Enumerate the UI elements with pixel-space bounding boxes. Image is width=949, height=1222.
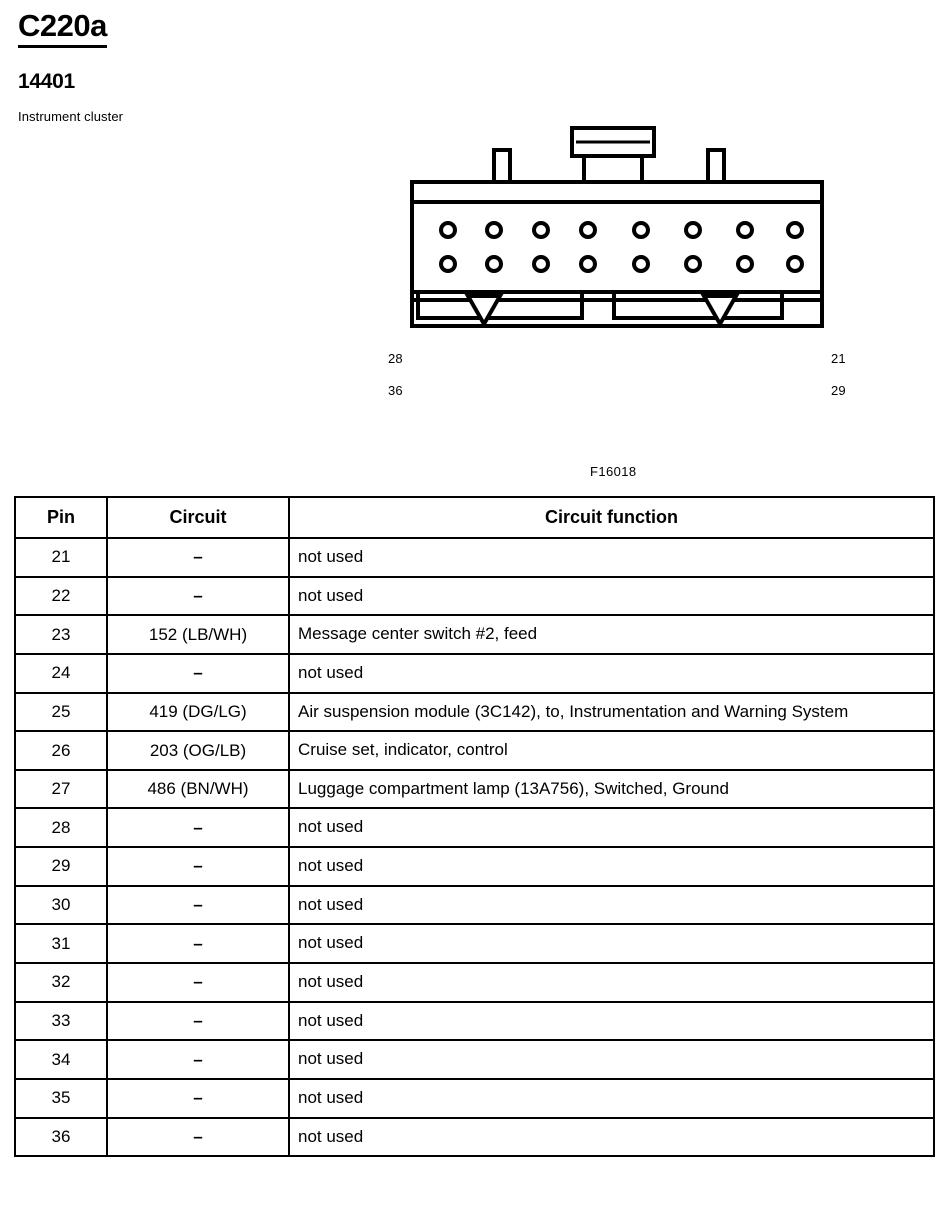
cell-pin: 31 <box>15 924 107 963</box>
cell-pin: 22 <box>15 577 107 616</box>
cell-circuit: 486 (BN/WH) <box>107 770 289 809</box>
cell-circuit-function: Message center switch #2, feed <box>289 615 934 654</box>
cell-circuit: 419 (DG/LG) <box>107 693 289 732</box>
table-row <box>15 693 934 732</box>
cell-circuit: – <box>107 963 289 1002</box>
cell-pin: 30 <box>15 886 107 925</box>
cell-circuit: 152 (LB/WH) <box>107 615 289 654</box>
cell-pin: 36 <box>15 1118 107 1157</box>
cell-circuit-function: Air suspension module (3C142), to, Instrumentation and Warning System <box>289 693 934 732</box>
cell-circuit-function: not used <box>289 1118 934 1157</box>
table-row <box>15 538 934 577</box>
cell-circuit-function: not used <box>289 1040 934 1079</box>
cell-circuit: – <box>107 1079 289 1118</box>
table-row <box>15 886 934 925</box>
diagram-label-21: 21 <box>831 350 846 366</box>
table-row <box>15 654 934 693</box>
cell-pin: 24 <box>15 654 107 693</box>
table-row <box>15 963 934 1002</box>
cell-circuit: – <box>107 924 289 963</box>
cell-circuit-function: not used <box>289 577 934 616</box>
table-row <box>15 847 934 886</box>
table-row <box>15 924 934 963</box>
cell-circuit-function: not used <box>289 654 934 693</box>
cell-pin: 29 <box>15 847 107 886</box>
figure-code: F16018 <box>590 463 637 479</box>
cell-circuit: – <box>107 577 289 616</box>
cell-pin: 28 <box>15 808 107 847</box>
cell-circuit-function: not used <box>289 924 934 963</box>
cell-pin: 27 <box>15 770 107 809</box>
cell-circuit-function: not used <box>289 963 934 1002</box>
pin-table-body <box>15 538 934 1156</box>
cell-circuit-function: Luggage compartment lamp (13A756), Switched, Ground <box>289 770 934 809</box>
cell-pin: 26 <box>15 731 107 770</box>
cell-circuit: – <box>107 808 289 847</box>
cell-pin: 33 <box>15 1002 107 1041</box>
cell-pin: 34 <box>15 1040 107 1079</box>
table-row <box>15 615 934 654</box>
column-header-circuit: Circuit <box>107 497 289 538</box>
cell-circuit: – <box>107 1002 289 1041</box>
table-header-row <box>15 497 934 538</box>
cell-circuit-function: Cruise set, indicator, control <box>289 731 934 770</box>
cell-pin: 21 <box>15 538 107 577</box>
diagram-label-36: 36 <box>388 382 403 398</box>
cell-circuit: – <box>107 847 289 886</box>
cell-circuit-function: not used <box>289 886 934 925</box>
connector-drawing <box>382 124 882 364</box>
diagram-label-29: 29 <box>831 382 846 398</box>
diagram-label-28: 28 <box>388 350 403 366</box>
column-header-circuit-function: Circuit function <box>289 497 934 538</box>
part-number: 14401 <box>18 69 75 93</box>
cell-pin: 25 <box>15 693 107 732</box>
cell-circuit-function: not used <box>289 1002 934 1041</box>
table-row <box>15 577 934 616</box>
cell-circuit: – <box>107 1040 289 1079</box>
cell-circuit-function: not used <box>289 808 934 847</box>
table-row <box>15 1079 934 1118</box>
cell-pin: 23 <box>15 615 107 654</box>
cell-circuit: – <box>107 654 289 693</box>
document-header <box>0 0 949 124</box>
table-row <box>15 731 934 770</box>
table-row <box>15 808 934 847</box>
column-header-pin: Pin <box>15 497 107 538</box>
cell-circuit: – <box>107 538 289 577</box>
cell-circuit-function: not used <box>289 1079 934 1118</box>
table-row <box>15 1040 934 1079</box>
cell-circuit: – <box>107 886 289 925</box>
cell-circuit-function: not used <box>289 538 934 577</box>
cell-pin: 35 <box>15 1079 107 1118</box>
pin-table-container <box>14 496 935 1157</box>
cell-circuit: – <box>107 1118 289 1157</box>
connector-diagram <box>0 124 949 479</box>
pin-table <box>14 496 935 1157</box>
cell-circuit-function: not used <box>289 847 934 886</box>
cell-circuit: 203 (OG/LB) <box>107 731 289 770</box>
cell-pin: 32 <box>15 963 107 1002</box>
table-row <box>15 1118 934 1157</box>
table-row <box>15 1002 934 1041</box>
table-row <box>15 770 934 809</box>
connector-title: C220a <box>18 10 107 48</box>
component-name: Instrument cluster <box>18 108 124 124</box>
